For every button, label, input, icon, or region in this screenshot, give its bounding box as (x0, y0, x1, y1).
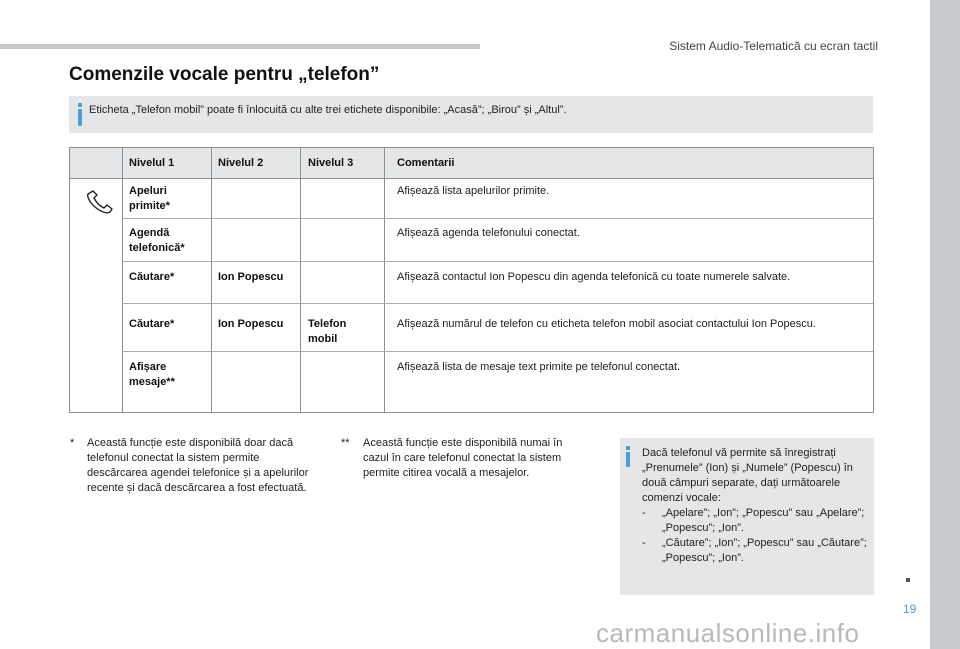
page-marker-dot (906, 578, 910, 582)
side-margin-strip (930, 0, 960, 649)
watermark: carmanualsonline.info (596, 618, 860, 648)
voice-command-table (69, 147, 874, 413)
footnote-text: Această funcție este disponibilă doar dacă telefonul conectat la sistem permite descărcarea agendei telefonice și a apelurilor recente și dacă descărcarea a fost efectuată. (87, 437, 309, 494)
cell-comment: Afișează agenda telefonului conectat. (397, 227, 580, 239)
note-text: Eticheta „Telefon mobil” poate fi înlocuită cu alte trei etichete disponibile: „Acasă”; „Birou” și „Altul”. (89, 104, 567, 116)
cell-level-2: Ion Popescu (218, 318, 284, 330)
cell-comment: Afișează lista de mesaje text primite pe telefonul conectat. (397, 361, 681, 373)
chapter-title: Sistem Audio-Telematică cu ecran tactil (669, 39, 878, 53)
info-box-intro: Dacă telefonul vă permite să înregistrați „Prenumele” (Ion) și „Numele” (Popescu) în două câmpuri separate, dați următoarele comenzi vocale: (642, 447, 853, 504)
row-divider (122, 351, 873, 352)
info-box-text (642, 446, 867, 566)
column-divider (300, 148, 301, 412)
note-banner (69, 96, 873, 133)
row-divider (122, 218, 873, 219)
row-divider (122, 303, 873, 304)
cell-level-2: Ion Popescu (218, 271, 284, 283)
info-icon (78, 109, 82, 126)
info-box-item: - „Apelare”; „Ion”; „Popescu” sau „Apelare”; „Popescu”; „Ion”. (642, 507, 865, 534)
column-divider (211, 148, 212, 412)
row-divider (122, 261, 873, 262)
phone-icon (84, 190, 116, 216)
cell-level-1: Agendă telefonică* (129, 227, 185, 254)
info-box-item: - „Căutare”; „Ion”; „Popescu” sau „Căutare”; „Popescu”; „Ion”. (642, 537, 867, 564)
page-title: Comenzile vocale pentru „telefon” (69, 64, 380, 85)
column-divider (384, 148, 385, 412)
cell-level-3: Telefon mobil (308, 318, 347, 345)
cell-level-1: Apeluri primite* (129, 185, 170, 212)
info-icon (626, 452, 630, 467)
cell-comment: Afișează lista apelurilor primite. (397, 185, 550, 197)
info-box-item-text: „Apelare”; „Ion”; „Popescu” sau „Apelare”; „Popescu”; „Ion”. (662, 507, 865, 534)
cell-comment: Afișează numărul de telefon cu eticheta telefon mobil asociat contactului Ion Popescu. (397, 318, 816, 330)
footnote-mark: ** (341, 437, 350, 449)
header-comments: Comentarii (397, 157, 455, 169)
info-box (620, 438, 874, 595)
footnote-mark: * (70, 437, 75, 449)
cell-comment: Afișează contactul Ion Popescu din agenda telefonică cu toate numerele salvate. (397, 271, 791, 283)
info-box-item-text: „Căutare”; „Ion”; „Popescu” sau „Căutare”; „Popescu”; „Ion”. (662, 537, 867, 564)
header-level-2: Nivelul 2 (218, 157, 264, 169)
footnote-text: Această funcție este disponibilă numai în cazul în care telefonul conectat la sistem permite citirea vocală a mesajelor. (363, 437, 563, 479)
top-divider-bar (0, 44, 480, 49)
cell-level-1: Afișare mesaje** (129, 361, 175, 388)
table-header (70, 148, 873, 179)
cell-level-1: Căutare* (129, 271, 175, 283)
column-divider (122, 148, 123, 412)
header-level-3: Nivelul 3 (308, 157, 354, 169)
header-level-1: Nivelul 1 (129, 157, 175, 169)
cell-level-1: Căutare* (129, 318, 175, 330)
page-number: 19 (903, 602, 917, 616)
